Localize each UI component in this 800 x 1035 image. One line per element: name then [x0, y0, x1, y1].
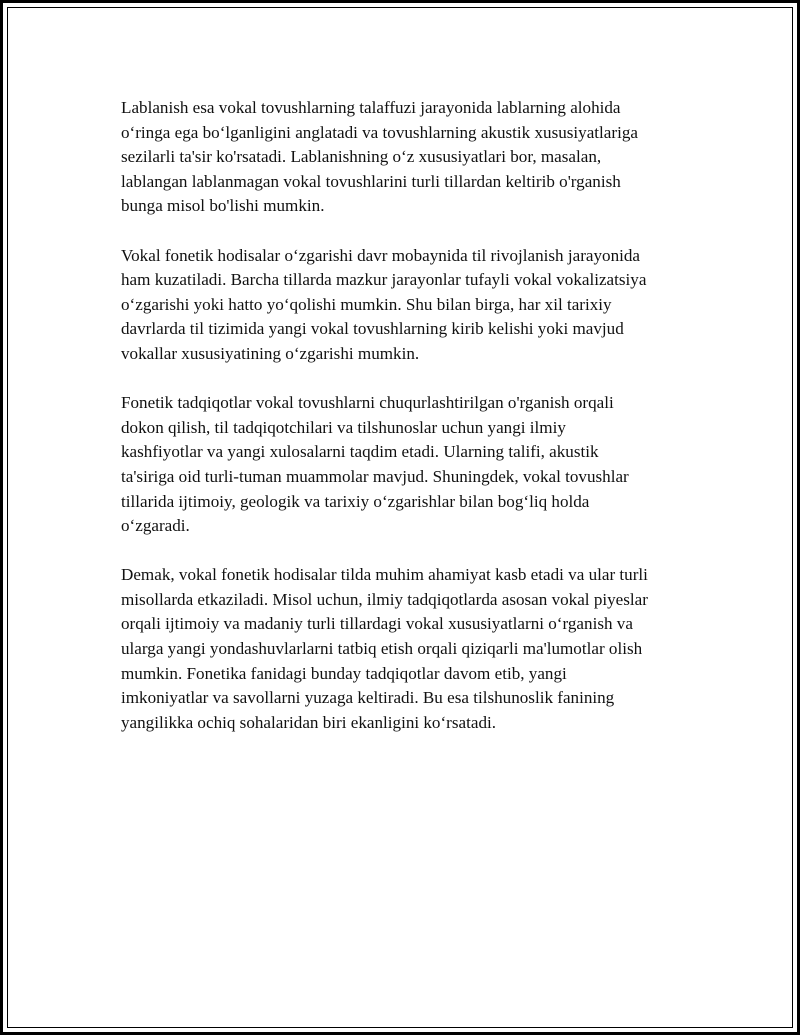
document-body — [121, 96, 701, 760]
paragraph-line: o‘ringa ega bo‘lganligini anglatadi va tovushlarning akustik xususiyatlariga — [121, 122, 638, 142]
paragraph-line: davrlarda til tizimida yangi vokal tovushlarning kirib kelishi yoki mavjud — [121, 319, 624, 339]
paragraph-line: yangilikka ochiq sohalaridan biri ekanligini ko‘rsatadi. — [121, 712, 497, 732]
paragraph-line: o‘zgarishi yoki hatto yo‘qolishi mumkin. Shu bilan birga, har xil tarixiy — [121, 294, 612, 314]
paragraph-line: Demak, vokal fonetik hodisalar tilda muhim ahamiyat kasb etadi va ular turli — [121, 565, 648, 585]
paragraph-3 — [121, 391, 701, 539]
paragraph-1 — [121, 96, 701, 219]
paragraph-line: Lablanish esa vokal tovushlarning talaffuzi jarayonida lablarning alohida — [121, 98, 621, 117]
paragraph-line: ularga yangi yondashuvlarlarni tatbiq etish orqali qiziqarli ma'lumotlar olish — [121, 639, 643, 659]
paragraph-2 — [121, 244, 701, 367]
paragraph-line: ham kuzatiladi. Barcha tillarda mazkur jarayonlar tufayli vokal vokalizatsiya — [121, 270, 647, 290]
paragraph-line: dokon qilish, til tadqiqotchilari va tilshunoslar uchun yangi ilmiy — [121, 417, 566, 437]
paragraph-line: vokallar xususiyatining o‘zgarishi mumkin. — [121, 343, 420, 363]
paragraph-line: bunga misol bo'lishi mumkin. — [121, 196, 325, 216]
paragraph-line: sezilarli ta'sir ko'rsatadi. Lablanishning o‘z xususiyatlari bor, masalan, — [121, 147, 602, 167]
paragraph-line: Fonetik tadqiqotlar vokal tovushlarni chuqurlashtirilgan o'rganish orqali — [121, 393, 614, 413]
paragraph-line: imkoniyatlar va savollarni yuzaga keltiradi. Bu esa tilshunoslik fanining — [121, 688, 615, 708]
paragraph-4 — [121, 563, 701, 735]
paragraph-line: Vokal fonetik hodisalar o‘zgarishi davr mobaynida til rivojlanish jarayonida — [121, 245, 641, 265]
paragraph-line: kashfiyotlar va yangi xulosalarni taqdim etadi. Ularning talifi, akustik — [121, 442, 599, 462]
paragraph-line: lablangan lablanmagan vokal tovushlarini turli tillardan keltirib o'rganish — [121, 171, 621, 191]
paragraph-line: ta'siriga oid turli-tuman muammolar mavjud. Shuningdek, vokal tovushlar — [121, 466, 629, 486]
paragraph-line: misollarda etkaziladi. Misol uchun, ilmiy tadqiqotlarda asosan vokal piyeslar — [121, 589, 648, 609]
paragraph-line: orqali ijtimoiy va madaniy turli tillardagi vokal xususiyatlarni o‘rganish va — [121, 614, 633, 634]
paragraph-line: mumkin. Fonetika fanidagi bunday tadqiqotlar davom etib, yangi — [121, 663, 567, 683]
paragraph-line: tillarida ijtimoiy, geologik va tarixiy o‘zgarishlar bilan bog‘liq holda — [121, 491, 590, 511]
paragraph-line: o‘zgaradi. — [121, 516, 190, 536]
